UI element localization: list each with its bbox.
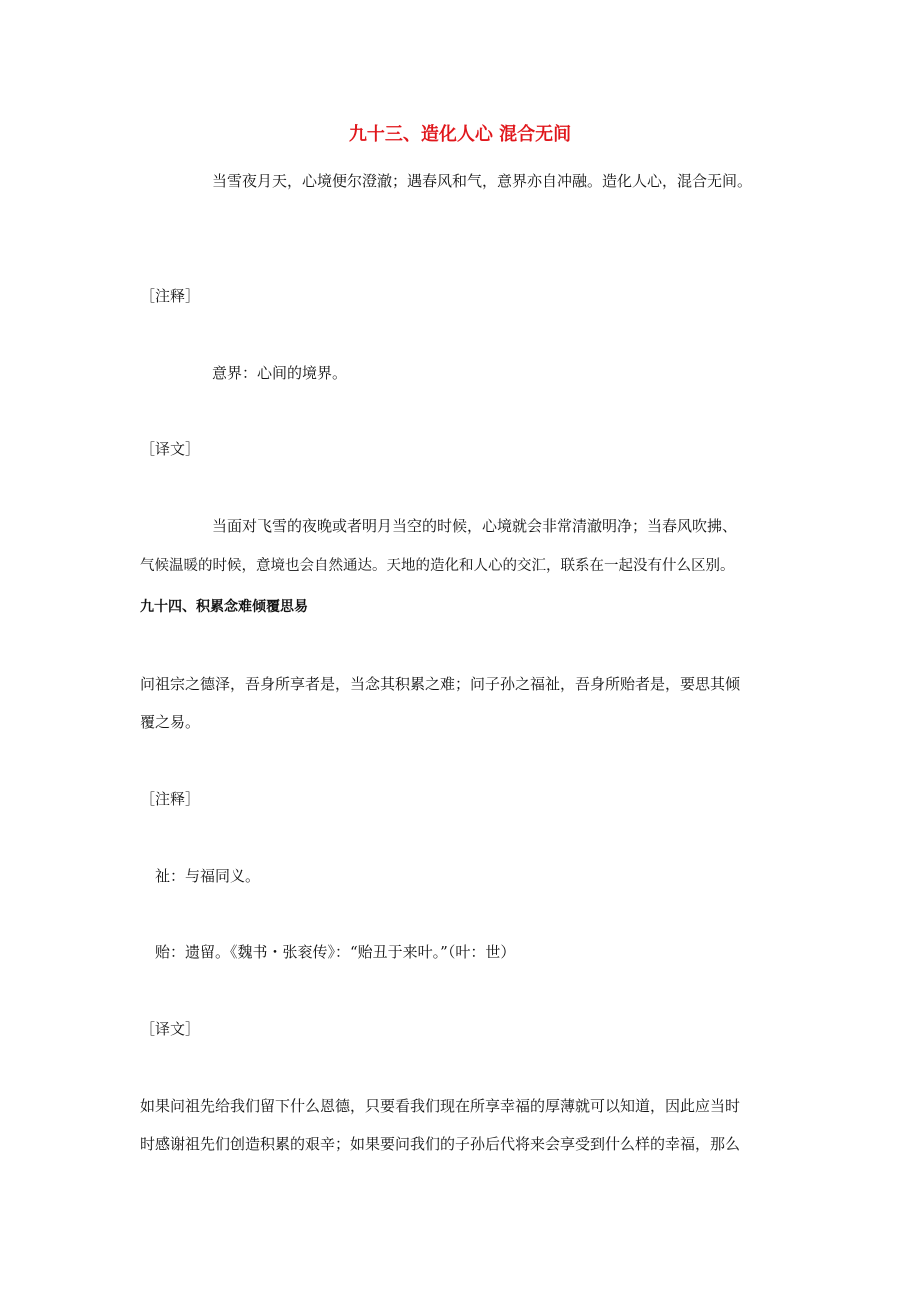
section-93-translation-label: ［译文］ bbox=[140, 440, 201, 458]
section-93-notes-label: ［注释］ bbox=[140, 287, 201, 305]
section-93-original-text: 当雪夜月天，心境便尔澄澈；遇春风和气，意界亦自冲融。造化人心，混合无间。 bbox=[212, 172, 753, 190]
section-94-translation-label: ［译文］ bbox=[140, 1020, 201, 1038]
section-94-translation-line-1: 如果问祖先给我们留下什么恩德，只要看我们现在所享幸福的厚薄就可以知道，因此应当时 bbox=[140, 1097, 741, 1115]
section-94-notes-label: ［注释］ bbox=[140, 790, 201, 808]
section-94-original-text-line-1: 问祖宗之德泽，吾身所享者是，当念其积累之难；问子孙之福祉，吾身所贻者是，要思其倾 bbox=[140, 675, 741, 693]
section-94-title: 九十四、积累念难倾覆思易 bbox=[140, 599, 308, 615]
section-94-original-text-line-2: 覆之易。 bbox=[140, 713, 201, 731]
section-93-title: 九十三、造化人心 混合无间 bbox=[348, 124, 572, 145]
section-93-translation-line-2: 气候温暖的时候，意境也会自然通达。天地的造化和人心的交汇，联系在一起没有什么区别。 bbox=[140, 558, 735, 574]
section-94-note-2: 贻：遗留。《魏书・张衮传》：“贻丑于来叶。”（叶：世） bbox=[155, 943, 516, 961]
section-94-translation-line-2: 时感谢祖先们创造积累的艰辛；如果要问我们的子孙后代将来会享受到什么样的幸福，那么 bbox=[140, 1135, 741, 1153]
section-93-translation-line-1: 当面对飞雪的夜晚或者明月当空的时候，心境就会非常清澈明净；当春风吹拂、 bbox=[212, 517, 738, 535]
section-94-note-1: 祉：与福同义。 bbox=[155, 867, 261, 885]
section-93-note-1: 意界：心间的境界。 bbox=[212, 364, 348, 382]
